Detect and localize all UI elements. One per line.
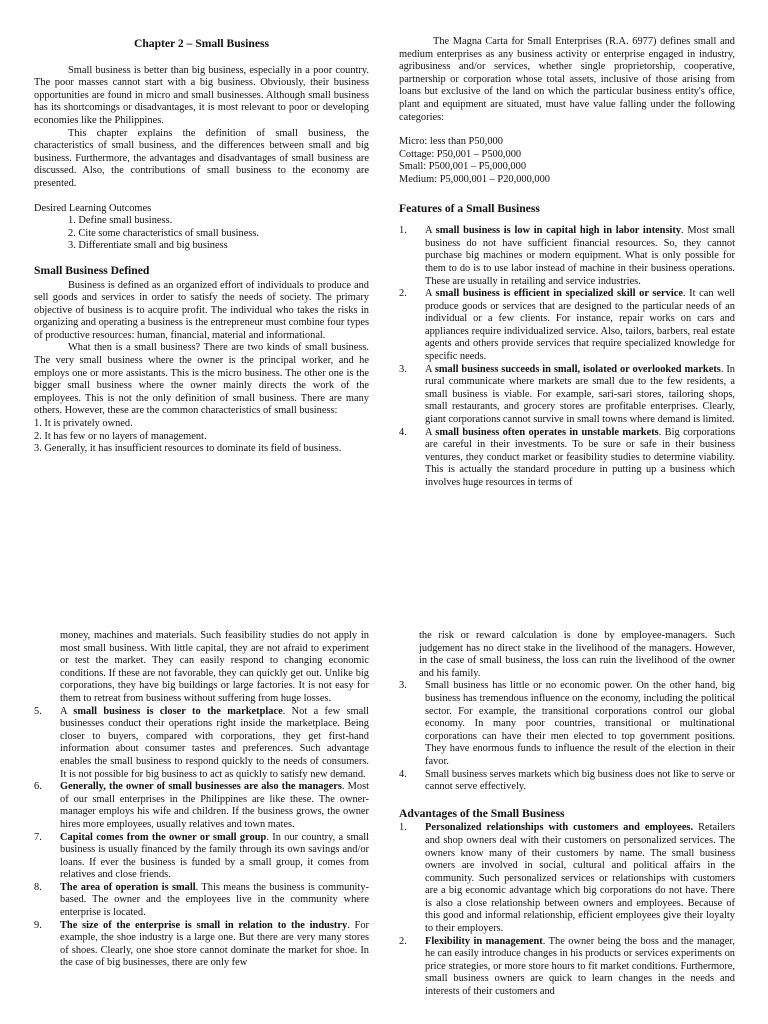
category-item: Small: P500,001 – P5,000,000 xyxy=(399,161,527,173)
feature-item xyxy=(34,706,369,782)
feature-text: . Big corporations are careful in their investments. To be sure or safe in their business ventures, they conduct market or feasibility studies to determine viability. This is actually the standard procedure in putting up a business which involves huge resources in terms of xyxy=(425,426,735,488)
defined-paragraph-2: What then is a small business? There are two kinds of small business. The very small business where the owner is the principal worker, and he employs one or more assistants. This is the micro business. The other one is the bigger small business where the owner mainly directs the work of the employees. This is not the only definition of small business. There are many others. However, these are the common characteristics of small business: xyxy=(34,342,369,417)
advantage-number: 1. xyxy=(399,822,407,834)
feature-lead: A xyxy=(425,288,436,300)
feature-number: 3. xyxy=(399,363,407,375)
advantage-number: 2. xyxy=(399,935,407,947)
outcome-item: 3. Differentiate small and big business xyxy=(68,240,228,252)
column-top-right xyxy=(399,36,735,548)
characteristic-item: 1. It is privately owned. xyxy=(34,418,133,430)
difference-item xyxy=(399,680,735,768)
difference-item xyxy=(399,769,735,794)
outcome-item: 2. Cite some characteristics of small business. xyxy=(68,227,260,239)
feature-lead: A xyxy=(425,225,436,237)
feature-bold: The area of operation is small xyxy=(60,881,196,893)
feature-number: 6. xyxy=(34,781,42,793)
feature-text: . It can well produce goods or services that are designed to the particular needs of an individual or a few clients. For instance, repair works on cars and appliances require individualized service. Also, tailors, barbers, real estate agents and others provide services that require specialized knowledge for specific needs. xyxy=(425,288,735,363)
feature-number: 2. xyxy=(399,288,407,300)
feature-number: 7. xyxy=(34,831,42,843)
outcomes-title: Desired Learning Outcomes xyxy=(34,202,152,214)
feature-number: 5. xyxy=(34,705,42,717)
advantage-bold: Flexibility in management xyxy=(425,935,543,947)
feature-item xyxy=(399,288,735,364)
categories-list xyxy=(399,136,735,186)
feature-bold: small business is low in capital high in labor intensity xyxy=(435,225,682,237)
advantage-item xyxy=(399,936,735,999)
characteristic-item: 2. It has few or no layers of management. xyxy=(34,430,207,442)
difference-text: Small business has little or no economic power. On the other hand, big business has tremendous influence on the economy, including the political sector. For example, the transitional corporations control our global economy. In many poor countries, transitional or multinational corporations can have their men elected to top government positions. They have enormous funds to influence the result of the election in their favor. xyxy=(425,680,735,767)
feature-number: 4. xyxy=(399,426,407,438)
feature-bold: Capital comes from the owner or small group xyxy=(60,831,267,843)
advantage-bold: Personalized relationships with customers and employees. xyxy=(425,822,694,834)
category-item: Cottage: P50,001 – P500,000 xyxy=(399,148,522,160)
feature-item xyxy=(34,920,369,970)
feature-lead: A xyxy=(425,426,436,438)
feature-text: . Most of our small enterprises in the Philippines are like these. The owner-manager employs his wife and children. If the business grows, the owner hires more employees, usually relatives and town mates. xyxy=(60,781,369,830)
intro-paragraph-2: This chapter explains the definition of small business, the characteristics of small business, and the differences between small and big business. Furthermore, the advantages and disadvantages of small business are discussed. Also, the contributions of small business to the economy are presented. xyxy=(34,127,369,189)
feature-bold: small business is closer to the marketplace xyxy=(73,705,283,717)
feature-text: . Most small business do not have sufficient financial resources. So, they cannot purchase big machines or modern equipment. What is only possible for them to do is to use labor instead of machine in their business operations. These are usually in retailing and service industries. xyxy=(425,225,735,287)
column-top-left xyxy=(34,36,369,522)
continued-paragraph: the risk or reward calculation is done by employee-managers. Such judgement has no direct stake in the livelihood of the managers. However, in the case of small business, the loss can ruin the livelihood of the owner and his family. xyxy=(419,630,735,679)
feature-lead: A xyxy=(60,705,74,717)
feature-item xyxy=(34,781,369,831)
advantage-item xyxy=(399,822,735,935)
column-bottom-right xyxy=(399,630,735,1024)
column-bottom-left xyxy=(34,630,369,1024)
defined-heading: Small Business Defined xyxy=(34,263,150,277)
characteristic-item: 3. Generally, it has insufficient resources to dominate its field of business. xyxy=(34,443,342,455)
advantages-heading: Advantages of the Small Business xyxy=(399,806,565,820)
feature-text: . In our country, a small business is usually financed by the family through its own savings and/or loans. If ever the business is funded by a small group, it comes from relatives and close friends. xyxy=(60,831,369,881)
difference-number: 3. xyxy=(399,680,407,692)
category-item: Medium: P5,000,001 – P20,000,000 xyxy=(399,173,550,185)
feature-item xyxy=(34,832,369,882)
feature-number: 1. xyxy=(399,225,407,237)
magna-carta-paragraph: The Magna Carta for Small Enterprises (R.A. 6977) defines small and medium enterprises as any business activity or enterprise engaged in industry, agribusiness and/or services, whether single proprietorship, cooperative, partnership or corporation whose total assets, inclusive of those arising from loans but exclusive of the land on which the particular business entity's office, plant and equipment are situated, must have value falling under the following categories: xyxy=(399,36,735,123)
feature-bold: small business succeeds in small, isolated or overlooked markets xyxy=(434,363,721,375)
feature-item xyxy=(34,882,369,920)
feature-number: 9. xyxy=(34,919,42,931)
advantage-text: . The owner being the boss and the manager, he can easily introduce changes in his products or services experiments on price strategies, or more store hours to fit market conditions. Furthermore, small business owners are quick to learn changes in the needs and interests of their customers and xyxy=(425,935,735,998)
feature-lead: A xyxy=(425,363,435,375)
feature-item xyxy=(399,225,735,288)
feature-bold: small business is efficient in specialized skill or service xyxy=(435,288,683,300)
features-heading: Features of a Small Business xyxy=(399,201,540,215)
outcomes-list xyxy=(34,215,369,253)
outcome-item: 1. Define small business. xyxy=(68,215,173,227)
advantage-text: Retailers and shop owners deal with their customers on personalized services. The owners know many of their customers by name. The small business owners are involved in social, cultural and political affairs in the community. Such personalized services or relationships with customers are a big economic advantage which big corporations do not have. There is also a close relationship between owners and employees. Because of this good and informal relationship, efficient employees give their loyalty to their employers. xyxy=(425,822,735,935)
feature-item xyxy=(399,427,735,490)
difference-number: 4. xyxy=(399,768,407,780)
difference-text: Small business serves markets which big business does not like to serve or cannot serve effectively. xyxy=(425,768,735,793)
feature-bold: small business often operates in unstable markets xyxy=(435,426,659,438)
feature-text: . In rural communicate where markets are small due to the few residents, a small business is viable. For example, sari-sari stores, tailoring shops, small restaurants, and grocery stores are profitable enterprises. Clearly, giant corporations cannot survive in small towns where demand is limited. xyxy=(425,363,735,426)
feature-text: . Not a few small businesses conduct their operations right inside the marketplace. Being closer to buyers, compared with corporations, they get first-hand information about consumer tastes and preferences. Such advantage enables the small business to respond quickly to the needs of consumers. It is not possible for big business to act as quickly to satisfy new demand. xyxy=(60,705,369,780)
chapter-title: Chapter 2 – Small Business xyxy=(133,37,270,50)
feature-item xyxy=(399,364,735,427)
feature-bold: Generally, the owner of small businesses are also the managers xyxy=(60,781,342,793)
feature-text: . For example, the shoe industry is a large one. But there are very many stores of shoes. Clearly, one shoe store cannot dominate the market for shoe. In the case of big businesses, there are only few xyxy=(60,919,369,969)
continued-paragraph: money, machines and materials. Such feasibility studies do not apply in most small business. With little capital, they are not afraid to experiment or test the market. They can easily respond to changing economic conditions. If these are not favorable, they can quickly get out. Unlike big corporations, they have big buildings or large factories. It is not easy for them to retreat from business without suffering from huge losses. xyxy=(60,630,369,704)
defined-paragraph-1: Business is defined as an organized effort of individuals to produce and sell goods and services in order to satisfy the needs of society. The primary objective of business is to acquire profit. The individual who takes the risks in organizing and operating a business is the entrepreneur must combine four types of productive resources: human, financial, material and informational. xyxy=(34,279,369,341)
category-item: Micro: less than P50,000 xyxy=(399,136,503,148)
feature-number: 8. xyxy=(34,881,42,893)
intro-paragraph-1: Small business is better than big business, especially in a poor country. The poor masses cannot start with a big business. Obviously, their business opportunities are found in micro and small businesses. Although small business has its shortcomings or disadvantages, it is most relevant to poor or developing economies like the Philippines. xyxy=(34,64,369,126)
feature-bold: The size of the enterprise is small in relation to the industry xyxy=(60,919,348,931)
feature-text: . This means the business is community-based. The owner and the employees live in the community where enterprise is located. xyxy=(60,881,369,919)
